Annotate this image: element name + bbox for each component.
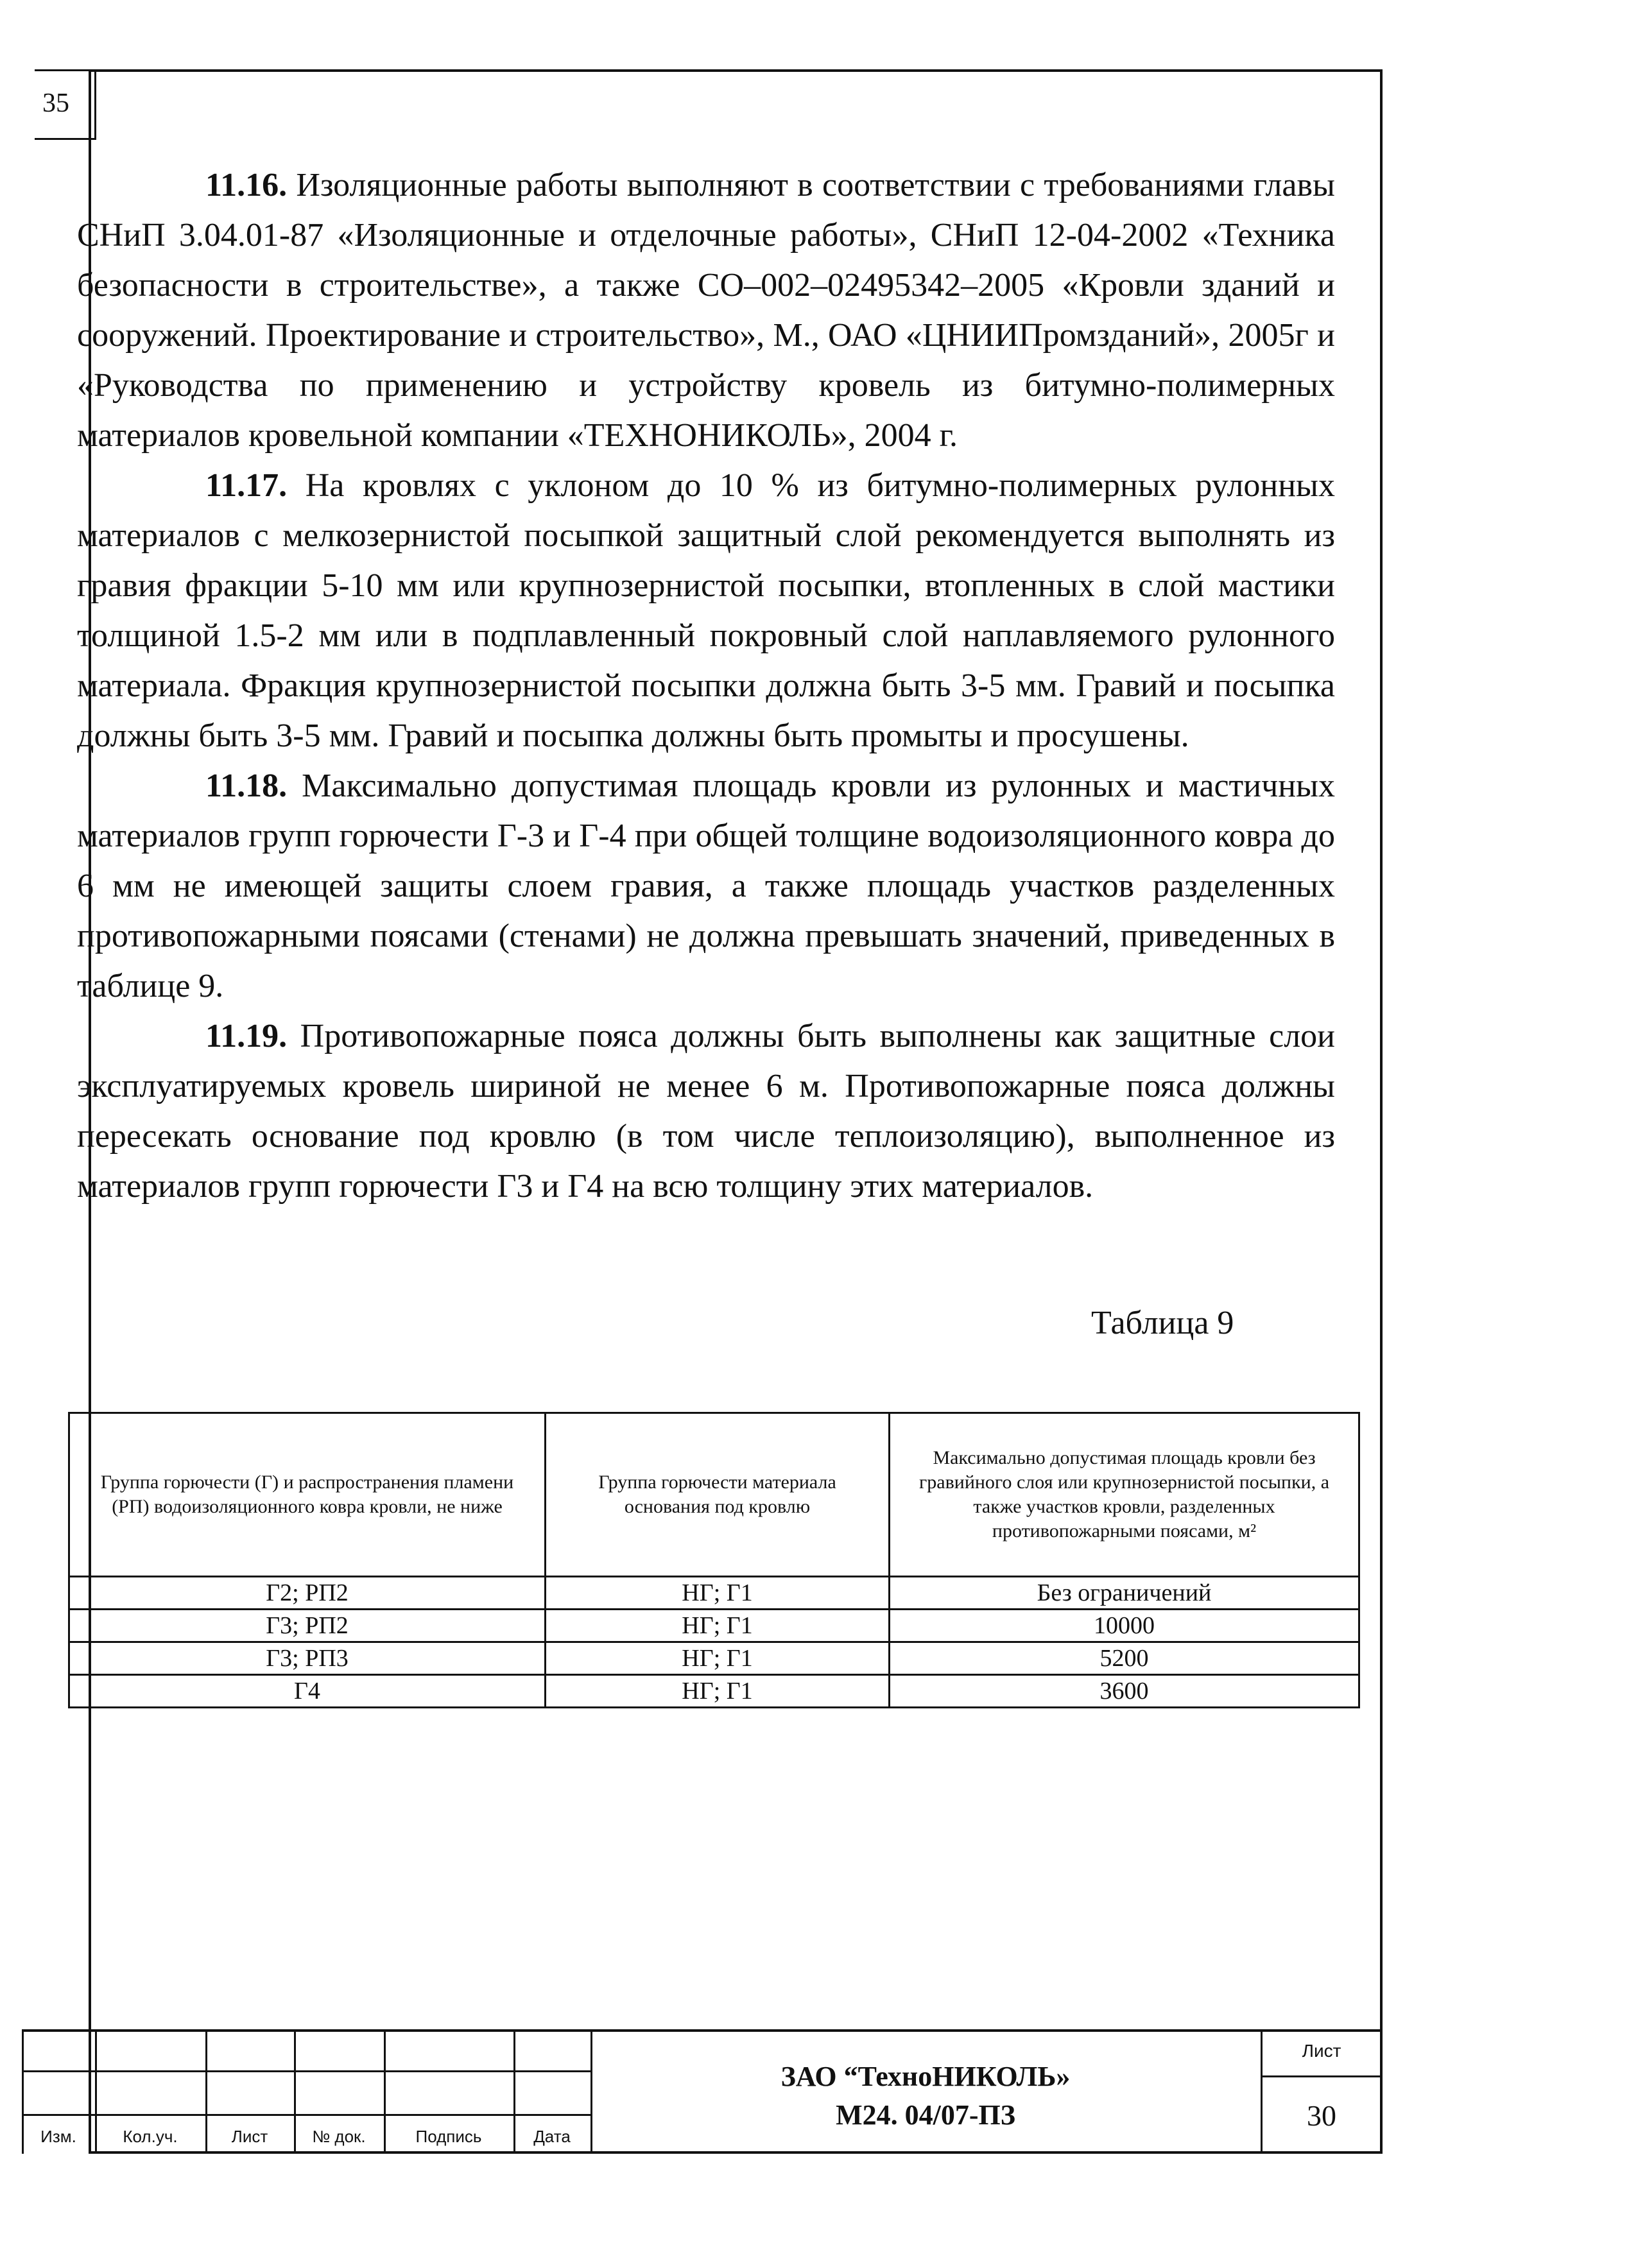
- title-block-stamp: [22, 2029, 1383, 2154]
- table-cell: Г4: [69, 1675, 546, 1708]
- fire-area-table: [68, 1412, 1360, 1708]
- table-cell: 5200: [890, 1642, 1359, 1675]
- paragraph-text: На кровлях с уклоном до 10 % из битумно-полимерных рулонных материалов с мелкозернистой посыпкой защитный слой рекомендуется выполнять из гравия фракции 5-10 мм или крупнозернистой посыпки, втопленных в слой мастики толщиной 1.5-2 мм или в подплавленный покровный слой наплавляемого рулонного материала. Фракция крупнозернистой посыпки должна быть 3-5 мм. Гравий и посыпка должны быть 3-5 мм. Гравий и посыпка должны быть промыты и просушены.: [77, 467, 1335, 754]
- body-text: [77, 160, 1335, 1212]
- sheet-number: 30: [1307, 2099, 1336, 2132]
- table-cell: 3600: [890, 1675, 1359, 1708]
- paragraph-text: Противопожарные пояса должны быть выполнены как защитные слои эксплуатируемых кровель шириной не менее 6 м. Противопожарные пояса должны пересекать основание под кровлю (в том числе теплоизоляцию), выполненное из материалов групп горючести Г3 и Г4 на всю толщину этих материалов.: [77, 1018, 1335, 1205]
- paragraph-number: 11.16.: [205, 167, 288, 203]
- table-cell: НГ; Г1: [546, 1610, 890, 1642]
- table-cell: Без ограничений: [890, 1577, 1359, 1610]
- document-code: М24. 04/07-ПЗ: [836, 2099, 1015, 2131]
- paragraph-11-19: [77, 1011, 1335, 1212]
- stamp-label-kol-uch: Кол.уч.: [123, 2127, 178, 2146]
- table-row: [69, 1675, 1359, 1708]
- table-cell: Г3; РП2: [69, 1610, 546, 1642]
- table-caption: Таблица 9: [1091, 1305, 1234, 1341]
- table-header: Группа горючести материала основания под кровлю: [546, 1413, 890, 1577]
- table-header-row: [69, 1413, 1359, 1577]
- paragraph-text: Изоляционные работы выполняют в соответствии с требованиями главы СНиП 3.04.01-87 «Изоляционные и отделочные работы», СНиП 12-04-2002 «Техника безопасности в строительстве», а также СО–002–02495342–2005 «Кровли зданий и сооружений. Проектирование и строительство», М., ОАО «ЦНИИПромзданий», 2005г и «Руководства по применению и устройству кровель из битумно-полимерных материалов кровельной компании «ТЕХНОНИКОЛЬ», 2004 г.: [77, 167, 1335, 454]
- stamp-label-signature: Подпись: [415, 2127, 482, 2146]
- table-header: Максимально допустимая площадь кровли без гравийного слоя или крупнозернистой посыпки, а также участков кровли, разделенных противопожарными поясами, м²: [890, 1413, 1359, 1577]
- page-number-box: [35, 69, 96, 140]
- paragraph-number: 11.18.: [205, 768, 288, 804]
- table-cell: НГ; Г1: [546, 1675, 890, 1708]
- page-number: 35: [42, 89, 69, 118]
- paragraph-number: 11.17.: [205, 467, 288, 504]
- table-row: [69, 1610, 1359, 1642]
- stamp-label-date: Дата: [533, 2127, 571, 2146]
- stamp-label-doc-no: № док.: [312, 2127, 366, 2146]
- paragraph-11-17: [77, 461, 1335, 761]
- paragraph-text: Максимально допустимая площадь кровли из рулонных и мастичных материалов групп горючести Г-3 и Г-4 при общей толщине водоизоляционного ковра до 6 мм не имеющей защиты слоем гравия, а также площадь участков разделенных противопожарными поясами (стенами) не должна превышать значений, приведенных в таблице 9.: [77, 768, 1335, 1004]
- table-row: [69, 1642, 1359, 1675]
- stamp-label-izm: Изм.: [40, 2127, 76, 2146]
- paragraph-number: 11.19.: [205, 1018, 288, 1054]
- organization-name: ЗАО “ТехноНИКОЛЬ»: [780, 2061, 1071, 2092]
- table-cell: НГ; Г1: [546, 1577, 890, 1610]
- organization-block: [590, 2058, 1261, 2135]
- stamp-label-list: Лист: [231, 2127, 268, 2146]
- table-header: Группа горючести (Г) и распространения пламени (РП) водоизоляционного ковра кровли, не ниже: [69, 1413, 546, 1577]
- sheet-label: Лист: [1302, 2041, 1341, 2061]
- table-row: [69, 1577, 1359, 1610]
- table-cell: 10000: [890, 1610, 1359, 1642]
- paragraph-11-18: [77, 761, 1335, 1011]
- table-cell: Г3; РП3: [69, 1642, 546, 1675]
- table-cell: НГ; Г1: [546, 1642, 890, 1675]
- paragraph-11-16: [77, 160, 1335, 461]
- table-cell: Г2; РП2: [69, 1577, 546, 1610]
